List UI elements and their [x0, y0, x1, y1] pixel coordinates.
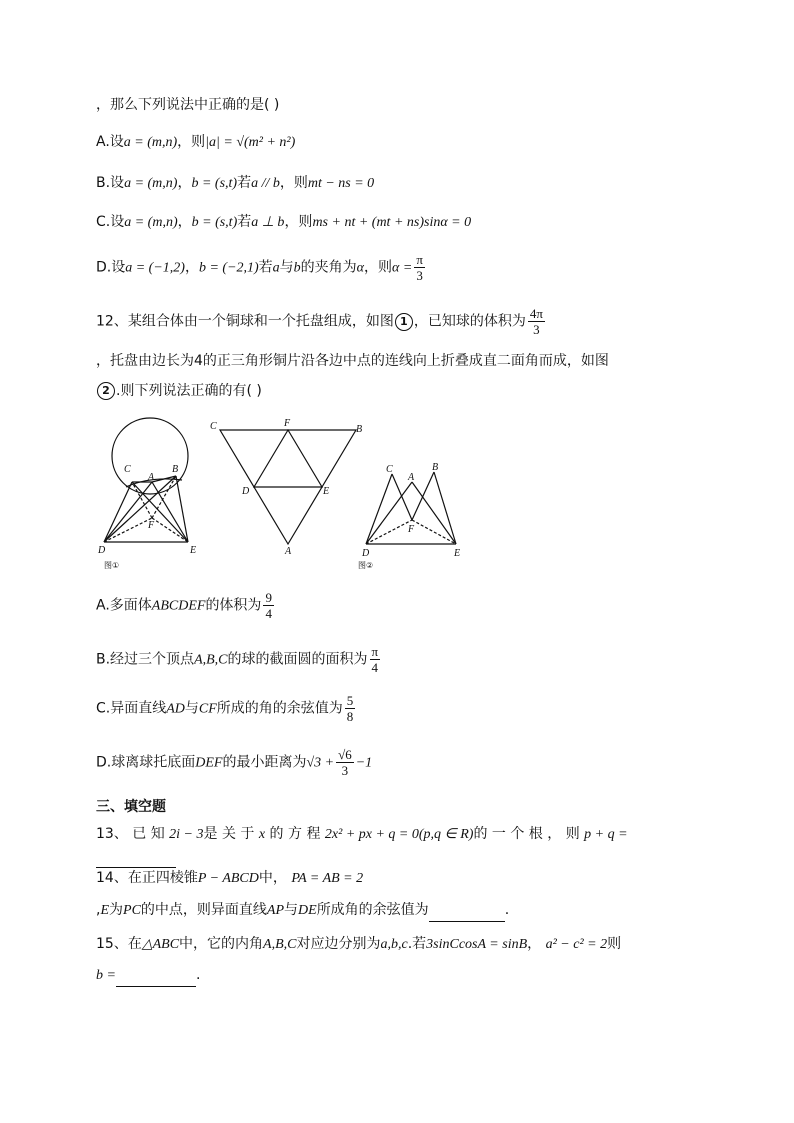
answer-blank[interactable]: [96, 851, 176, 868]
fraction: $\frac{\pi}{3}$: [416, 252, 423, 283]
q13-answer-row: [96, 846, 176, 868]
section-title: 三、填空题: [96, 799, 166, 815]
edge: [366, 474, 392, 544]
label-f: F: [284, 418, 291, 429]
label-b: B: [356, 424, 363, 435]
q11-option-a: A.设a = (m,n)，则|a| = √(m² + n²): [96, 134, 296, 150]
q12-stem-1: 12、某组合体由一个铜球和一个托盘组成，如图 1 ，已知球的体积为 $\frac{4\pi}{3}$: [96, 306, 543, 337]
q15-line-2: b = .: [96, 964, 200, 987]
figure-flat-triangle: [206, 414, 366, 558]
label-e: E: [190, 545, 197, 556]
figure-caption: 图②: [358, 561, 374, 570]
label-b: B: [172, 464, 179, 475]
q11-option-b: B.设a = (m,n)，b = (s,t)若a // b，则mt − ns = 0: [96, 175, 375, 191]
q12-stem-3: 2 .则下列说法正确的有( ): [96, 380, 262, 402]
label-a: A: [148, 472, 155, 483]
fraction: $\frac{\pi}{4}$: [371, 644, 379, 675]
label-e: E: [323, 486, 330, 497]
label-a: A: [408, 472, 415, 483]
edge: [434, 472, 456, 544]
figure-caption: 图①: [104, 561, 120, 570]
q12-option-c: C.异面直线AD与CF所成的角的余弦值为 $\frac{5}{8}$: [96, 693, 354, 724]
hidden-edge: [152, 476, 176, 518]
answer-blank[interactable]: [116, 970, 196, 987]
q15-line-1: 15、在△ABC中，它的内角A,B,C对应边分别为a,b,c.若3sinCcosA = sinB， a² − c² = 2则: [96, 936, 622, 952]
label-d: D: [242, 486, 250, 497]
figure-1: [96, 414, 220, 574]
label-c: C: [124, 464, 131, 475]
label-d: D: [98, 545, 106, 556]
fraction: $\frac{9}{4}$: [265, 590, 272, 621]
q12-option-d: D.球离球托底面DEF的最小距离为√3 + $\frac{√6}{3}$ −1: [96, 747, 373, 778]
q11-option-d: D.设a = (−1,2)，b = (−2,1)若a与b的夹角为α，则α = $\frac{\pi}{3}$: [96, 252, 423, 283]
q12-option-a: A.多面体ABCDEF的体积为 $\frac{9}{4}$: [96, 590, 272, 621]
label-c: C: [210, 421, 217, 432]
q14-line-2: ,E为PC的中点，则异面直线AP与DE所成角的余弦值为 .: [96, 899, 509, 922]
inner-triangle: [254, 430, 322, 487]
q11-stem-tail: ，那么下列说法中正确的是( ): [96, 97, 280, 113]
edge: [412, 472, 434, 520]
edge: [412, 482, 456, 544]
q11-option-c: C.设a = (m,n)，b = (s,t)若a ⊥ b，则ms + nt + (mt + ns)sinα = 0: [96, 214, 472, 230]
q12-stem-2: ，托盘由边长为4的正三角形铜片沿各边中点的连线向上折叠成直二面角而成，如图: [96, 353, 609, 369]
fraction: $\frac{4\pi}{3}$: [529, 306, 543, 337]
answer-blank[interactable]: [429, 905, 505, 922]
q12-option-b: B.经过三个顶点A,B,C的球的截面圆的面积为 $\frac{\pi}{4}$: [96, 644, 379, 675]
edge: [104, 476, 176, 542]
label-e: E: [454, 548, 461, 559]
label-f: F: [148, 520, 155, 531]
fraction: $\frac{√6}{3}$: [338, 747, 352, 778]
label-f: F: [408, 524, 415, 535]
figure-2: [356, 460, 476, 574]
hidden-edge: [152, 518, 188, 542]
label-b: B: [432, 462, 439, 473]
label-d: D: [362, 548, 370, 559]
edge: [366, 482, 412, 544]
label-a: A: [285, 546, 292, 557]
label-c: C: [386, 464, 393, 475]
circled-number: 1: [395, 313, 413, 331]
hidden-edge: [366, 520, 412, 544]
circled-number: 2: [97, 382, 115, 400]
hidden-edge: [104, 518, 152, 542]
q13-line: 13、 已 知 2i − 3是 关 于 x 的 方 程 2x² + px + q = 0(p,q ∈ R)的 一 个 根 ， 则 p + q =: [96, 826, 628, 842]
q14-line-1: 14、在正四棱锥P − ABCD中， PA = AB = 2: [96, 870, 364, 886]
fraction: $\frac{5}{8}$: [346, 693, 354, 724]
